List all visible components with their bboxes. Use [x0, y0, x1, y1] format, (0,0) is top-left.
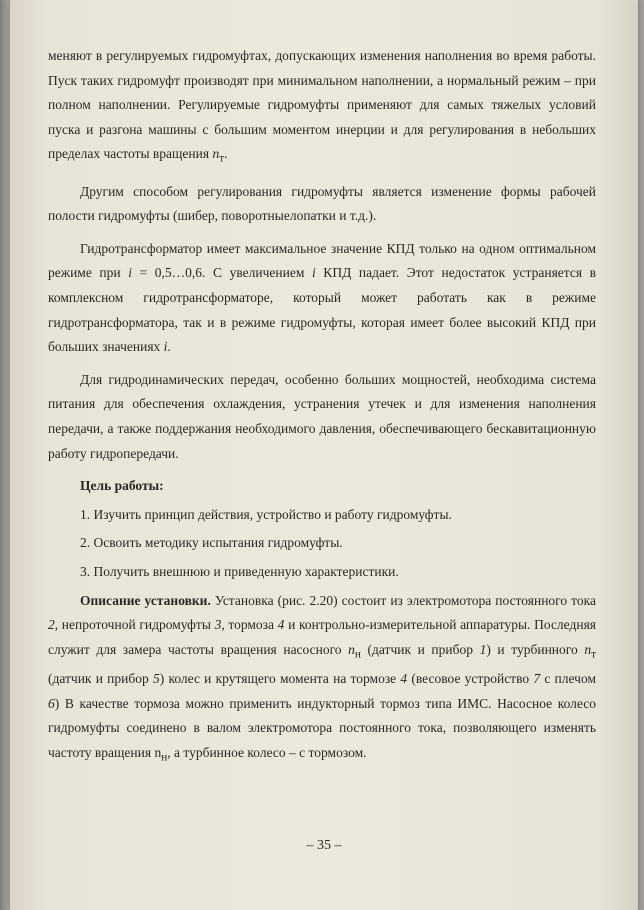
text-run: Цель работы: — [80, 478, 164, 494]
text-run: ) и турбинного — [486, 641, 585, 657]
text-run: Установка (рис. 2.20) состоит из электромотора постоянного тока — [210, 592, 596, 608]
text-run: (датчик и прибор — [360, 641, 480, 657]
text-run: меняют в регулируемых гидромуфтах, допускающих изменения наполнения во время работы. Пуск таких гидромуфт производят при минимальном наполнении, а нормальный режим – при полном наполнении. Регулируемые гидромуфты применяют для самых тяжелых условий пуска и разгона машины с большим моментом инерции и для регулирования в небольших пределах частоты вращения — [48, 48, 596, 162]
text-run: . — [167, 339, 171, 355]
text-run: 5 — [152, 671, 160, 687]
text-run: 3. Получить внешнюю и приведенную характеристики. — [80, 563, 399, 579]
book-binding-shadow — [0, 0, 10, 910]
paragraph — [48, 560, 596, 585]
text-run: 4 — [277, 617, 285, 633]
text-run: n — [584, 641, 592, 657]
text-run: н — [354, 648, 361, 661]
text-run: i — [163, 339, 168, 355]
text-run: n — [348, 641, 355, 657]
text-run: (датчик и прибор — [48, 671, 153, 687]
paragraph — [48, 531, 596, 556]
text-run: i — [311, 265, 316, 281]
text-run: 1. Изучить принцип действия, устройство и работу гидромуфты. — [80, 506, 452, 522]
text-run: . — [224, 146, 228, 162]
text-run: 6 — [48, 695, 55, 711]
text-run: 3 — [214, 617, 222, 633]
paragraph — [48, 237, 596, 360]
text-run: Для гидродинамических передач, особенно больших мощностей, необходима система питания для обеспечения охлаждения, устранения утечек и для изменения наполнения передачи, а также поддержания необходимого давления, обеспечивающего бескавитационную работу гидропередачи. — [48, 371, 596, 461]
text-run: и контрольно-измерительной аппаратуры. Последняя служит для замера частоты вращения насосного — [48, 617, 596, 657]
text-run: 4 — [400, 671, 408, 687]
paragraph — [48, 368, 596, 466]
paragraph — [48, 180, 596, 229]
text-run: = 0,5…0,6. С увеличением — [131, 265, 312, 281]
text-run: , тормоза — [221, 617, 278, 633]
text-run: 2. Освоить методику испытания гидромуфты. — [80, 535, 343, 551]
paragraph — [48, 474, 596, 499]
text-run: Гидротрансформатор имеет максимальное значение КПД только на одном оптимальном режиме при — [48, 240, 596, 281]
text-run: т — [219, 153, 225, 166]
text-run: КПД падает. Этот недостаток устраняется в комплексном гидротрансформаторе, который может работать как в режиме гидротрансформатора, так и в режиме гидромуфты, которая имеет более высокий КПД при больших значениях — [48, 265, 597, 355]
text-run: с плечом — [540, 671, 597, 687]
text-run: 7 — [533, 671, 541, 687]
text-run: н — [161, 751, 168, 764]
text-run: т — [591, 648, 596, 661]
text-run: n — [212, 146, 220, 162]
text-run: ) В качестве тормоза можно применить индукторный тормоз типа ИМС. Насосное колесо гидромуфты соединено в валом электромотора постоянного тока, позволяющего изменять частоту вращения n — [48, 695, 596, 760]
text-run: Описание установки. — [80, 592, 211, 608]
text-run: Другим способом регулирования гидромуфты является изменение формы рабочей полости гидромуфты (шибер, поворотныелопатки и т.д.). — [48, 183, 596, 224]
page-text — [48, 44, 596, 778]
paragraph — [48, 589, 596, 771]
text-run: 2 — [48, 617, 55, 633]
text-run: ) колес и крутящего момента на тормозе — [159, 671, 401, 687]
text-run: 1 — [479, 641, 487, 657]
paragraph — [48, 44, 596, 172]
paragraph — [48, 503, 596, 528]
text-run: (весовое устройство — [407, 671, 534, 687]
text-run: , а турбинное колесо – с тормозом. — [167, 744, 367, 760]
text-run: , непроточной гидромуфты — [54, 617, 215, 633]
book-page — [10, 0, 638, 910]
text-run: i — [128, 265, 132, 281]
page-number: – 35 – — [306, 838, 342, 853]
